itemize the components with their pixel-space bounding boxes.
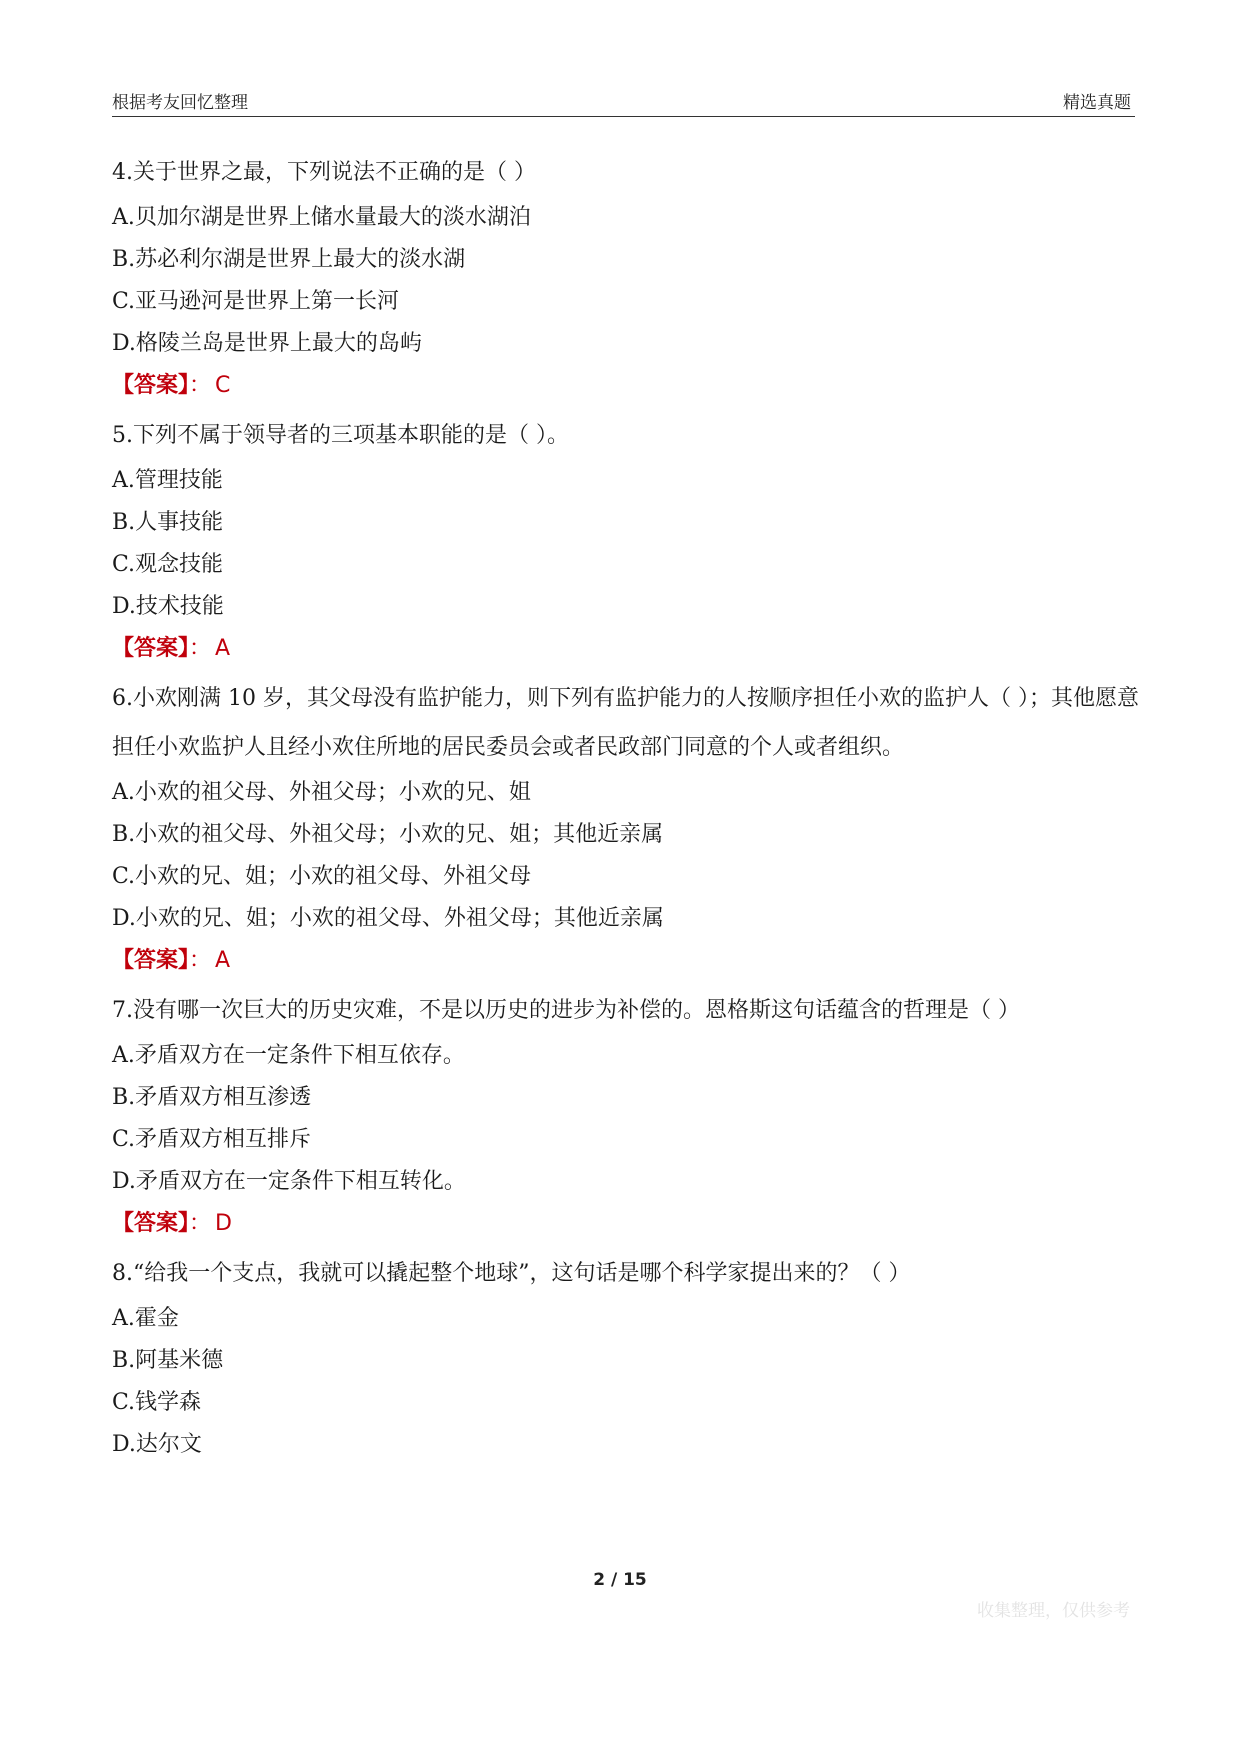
page-header bbox=[112, 86, 1135, 117]
question-5 bbox=[112, 411, 1142, 670]
answer-value: C bbox=[215, 373, 231, 398]
option-c: C.亚马逊河是世界上第一长河 bbox=[112, 289, 400, 314]
answer-separator: ： bbox=[189, 1211, 212, 1236]
option-b: B.阿基米德 bbox=[112, 1348, 224, 1373]
option-d: D.格陵兰岛是世界上最大的岛屿 bbox=[112, 331, 422, 356]
option-a: A.矛盾双方在一定条件下相互依存。 bbox=[112, 1043, 465, 1068]
option-b: B.小欢的祖父母、外祖父母；小欢的兄、姐；其他近亲属 bbox=[112, 822, 664, 847]
answer-separator: ： bbox=[189, 373, 212, 398]
answer-label: 【答案】 bbox=[112, 636, 190, 661]
option-c: C.矛盾双方相互排斥 bbox=[112, 1127, 312, 1152]
option-c: C.观念技能 bbox=[112, 552, 224, 577]
question-4 bbox=[112, 148, 1142, 407]
option-a: A.贝加尔湖是世界上储水量最大的淡水湖泊 bbox=[112, 205, 531, 230]
question-8 bbox=[112, 1249, 1142, 1466]
option-a: A.小欢的祖父母、外祖父母；小欢的兄、姐 bbox=[112, 780, 531, 805]
option-d: D.达尔文 bbox=[112, 1432, 202, 1457]
option-b: B.苏必利尔湖是世界上最大的淡水湖 bbox=[112, 247, 466, 272]
option-a: A.霍金 bbox=[112, 1306, 179, 1331]
answer-value: A bbox=[215, 636, 231, 661]
page-number: 2 / 15 bbox=[593, 1570, 647, 1590]
question-stem: 6.小欢刚满 10 岁，其父母没有监护能力，则下列有监护能力的人按顺序担任小欢的监护人（ ）；其他愿意担任小欢监护人且经小欢住所地的居民委员会或者民政部门同意的个人或者组织。 bbox=[112, 686, 1139, 760]
answer-line bbox=[112, 365, 1142, 407]
answer-label: 【答案】 bbox=[112, 1211, 190, 1236]
question-list bbox=[112, 148, 1142, 1466]
answer-separator: ： bbox=[189, 948, 212, 973]
option-d: D.矛盾双方在一定条件下相互转化。 bbox=[112, 1169, 466, 1194]
question-7 bbox=[112, 986, 1142, 1245]
answer-line bbox=[112, 1203, 1142, 1245]
answer-value: D bbox=[215, 1211, 232, 1236]
answer-line bbox=[112, 628, 1142, 670]
header-source-label: 根据考友回忆整理 bbox=[112, 93, 248, 113]
question-6 bbox=[112, 674, 1142, 982]
option-d: D.技术技能 bbox=[112, 594, 224, 619]
question-stem: 4.关于世界之最，下列说法不正确的是（ ） bbox=[112, 160, 536, 185]
question-stem: 5.下列不属于领导者的三项基本职能的是（ ）。 bbox=[112, 423, 569, 448]
option-d: D.小欢的兄、姐；小欢的祖父母、外祖父母；其他近亲属 bbox=[112, 906, 664, 931]
option-b: B.矛盾双方相互渗透 bbox=[112, 1085, 312, 1110]
answer-label: 【答案】 bbox=[112, 948, 190, 973]
question-stem: 7.没有哪一次巨大的历史灾难，不是以历史的进步为补偿的。恩格斯这句话蕴含的哲理是（ ） bbox=[112, 998, 1020, 1023]
option-c: C.钱学森 bbox=[112, 1390, 202, 1415]
watermark-text: 收集整理，仅供参考 bbox=[977, 1601, 1130, 1621]
option-b: B.人事技能 bbox=[112, 510, 224, 535]
question-stem: 8.“给我一个支点，我就可以撬起整个地球”，这句话是哪个科学家提出来的？（ ） bbox=[112, 1261, 911, 1286]
answer-label: 【答案】 bbox=[112, 373, 190, 398]
header-category-label: 精选真题 bbox=[1063, 93, 1131, 113]
answer-separator: ： bbox=[189, 636, 212, 661]
option-a: A.管理技能 bbox=[112, 468, 223, 493]
option-c: C.小欢的兄、姐；小欢的祖父母、外祖父母 bbox=[112, 864, 532, 889]
answer-value: A bbox=[215, 948, 231, 973]
answer-line bbox=[112, 940, 1142, 982]
